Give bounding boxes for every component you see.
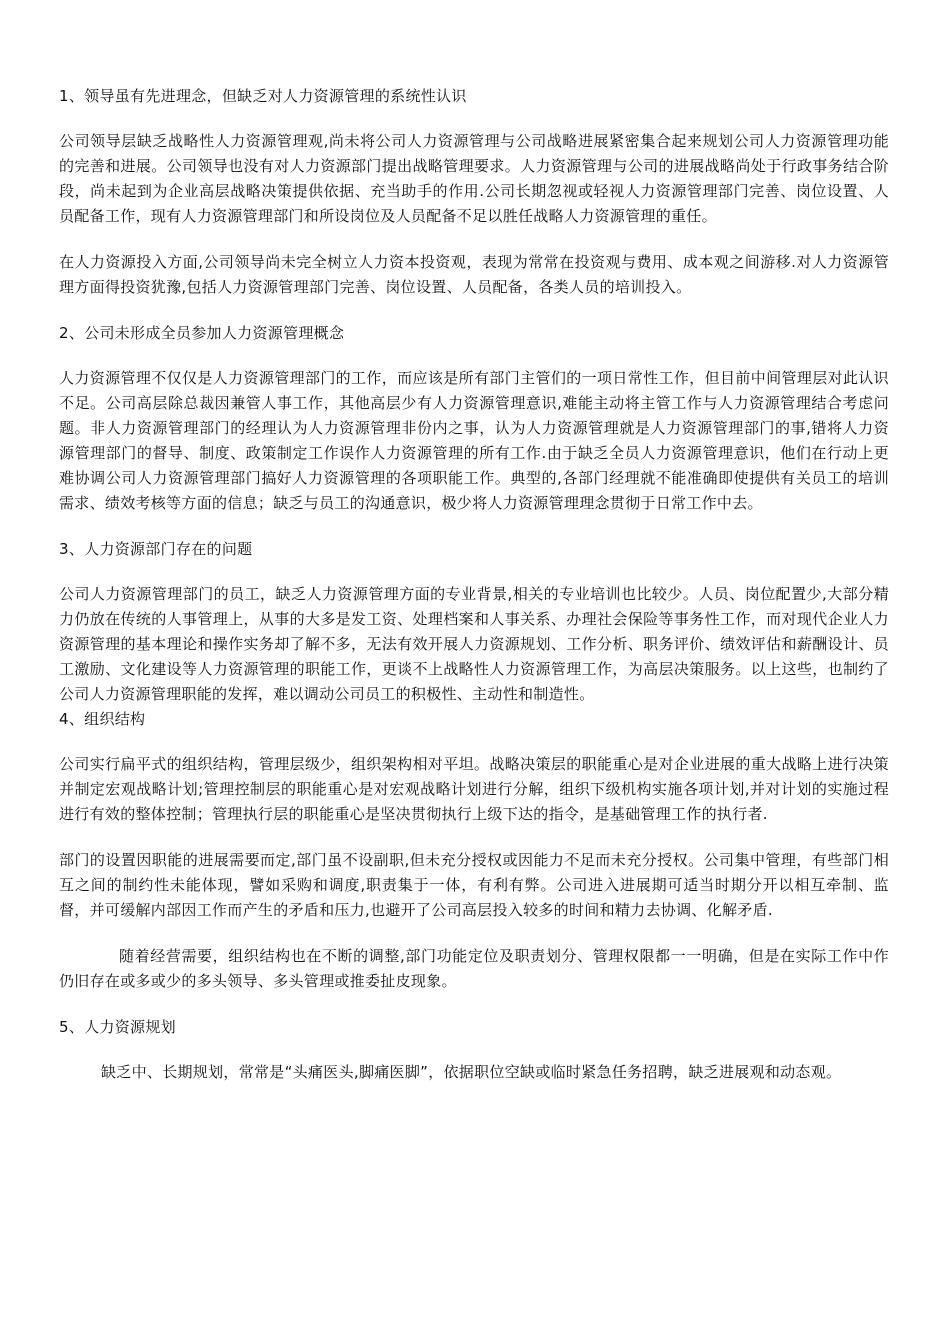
section-1-paragraph-1: 公司领导层缺乏战略性人力资源管理观,尚未将公司人力资源管理与公司战略进展紧密集合起来规划公司人力资源管理功能的完善和进展。公司领导也没有对人力资源部门提出战略管理要求。人力资源管理与公司的进展战略尚处于行政事务结合阶段，尚未起到为企业高层战略决策提供依据、充当助手的作用.公司长期忽视或轻视人力资源管理部门完善、岗位设置、人员配备工作，现有人力资源管理部门和所设岗位及人员配备不足以胜任战略人力资源管理的重任。	[59, 132, 889, 225]
section-5-heading: 5、人力资源规划	[59, 1018, 176, 1036]
section-3-paragraph-1: 公司人力资源管理部门的员工，缺乏人力资源管理方面的专业背景,相关的专业培训也比较少。人员、岗位配置少,大部分精力仍放在传统的人事管理上，从事的大多是发工资、处理档案和人事关系、办理社会保险等事务性工作，而对现代企业人力资源管理的基本理论和操作实务却了解不多，无法有效开展人力资源规划、工作分析、职务评价、绩效评估和薪酬设计、员工激励、文化建设等人力资源管理的职能工作，更谈不上战略性人力资源管理工作，为高层决策服务。以上这些，也制约了公司人力资源管理职能的发挥，难以调动公司员工的积极性、主动性和制造性。	[59, 585, 889, 703]
section-5-paragraph-1: 缺乏中、长期规划，常常是“头痛医头,脚痛医脚”，依据职位空缺或临时紧急任务招聘，缺乏进展观和动态观。	[101, 1063, 842, 1081]
section-2-heading: 2、公司未形成全员参加人力资源管理概念	[59, 324, 345, 342]
section-4-heading: 4、组织结构	[59, 710, 146, 728]
section-1-paragraph-2: 在人力资源投入方面,公司领导尚未完全树立人力资本投资观，表现为常常在投资观与费用、成本观之间游移.对人力资源管理方面得投资犹豫,包括人力资源管理部门完善、岗位设置、人员配备，各类人员的培训投入。	[59, 253, 889, 296]
section-4-paragraph-2: 部门的设置因职能的进展需要而定,部门虽不设副职,但未充分授权或因能力不足而未充分授权。公司集中管理，有些部门相互之间的制约性未能体现，譬如采购和调度,职责集于一体，有利有弊。公司进入进展期可适当时期分开以相互牵制、监督，并可缓解内部因工作而产生的矛盾和压力,也避开了公司高层投入较多的时间和精力去协调、化解矛盾.	[59, 851, 889, 919]
document-body	[59, 84, 889, 1085]
section-3-heading: 3、人力资源部门存在的问题	[59, 540, 253, 558]
section-2-paragraph-1: 人力资源管理不仅仅是人力资源管理部门的工作，而应该是所有部门主管们的一项日常性工作，但目前中间管理层对此认识不足。公司高层除总裁因兼管人事工作，其他高层少有人力资源管理意识,难能主动将主管工作与人力资源管理结合考虑问题。非人力资源管理部门的经理认为人力资源管理非份内之事，认为人力资源管理就是人力资源管理部门的事,错将人力资源管理部门的督导、制度、政策制定工作误作人力资源管理的所有工作.由于缺乏全员人力资源管理意识，他们在行动上更难协调公司人力资源管理部门搞好人力资源管理的各项职能工作。典型的,各部门经理就不能准确即使提供有关员工的培训需求、绩效考核等方面的信息；缺乏与员工的沟通意识，极少将人力资源管理理念贯彻于日常工作中去。	[59, 369, 889, 512]
section-4-paragraph-1: 公司实行扁平式的组织结构，管理层级少，组织架构相对平坦。战略决策层的职能重心是对企业进展的重大战略上进行决策并制定宏观战略计划;管理控制层的职能重心是对宏观战略计划进行分解，组织下级机构实施各项计划,并对计划的实施过程进行有效的整体控制；管理执行层的职能重心是坚决贯彻执行上级下达的指令，是基础管理工作的执行者.	[59, 755, 889, 823]
section-1-heading: 1、领导虽有先进理念，但缺乏对人力资源管理的系统性认识	[59, 87, 467, 105]
section-4-paragraph-3: 随着经营需要，组织结构也在不断的调整,部门功能定位及职责划分、管理权限都一一明确，但是在实际工作中作仍旧存在或多或少的多头领导、多头管理或推委扯皮现象。	[59, 947, 889, 990]
